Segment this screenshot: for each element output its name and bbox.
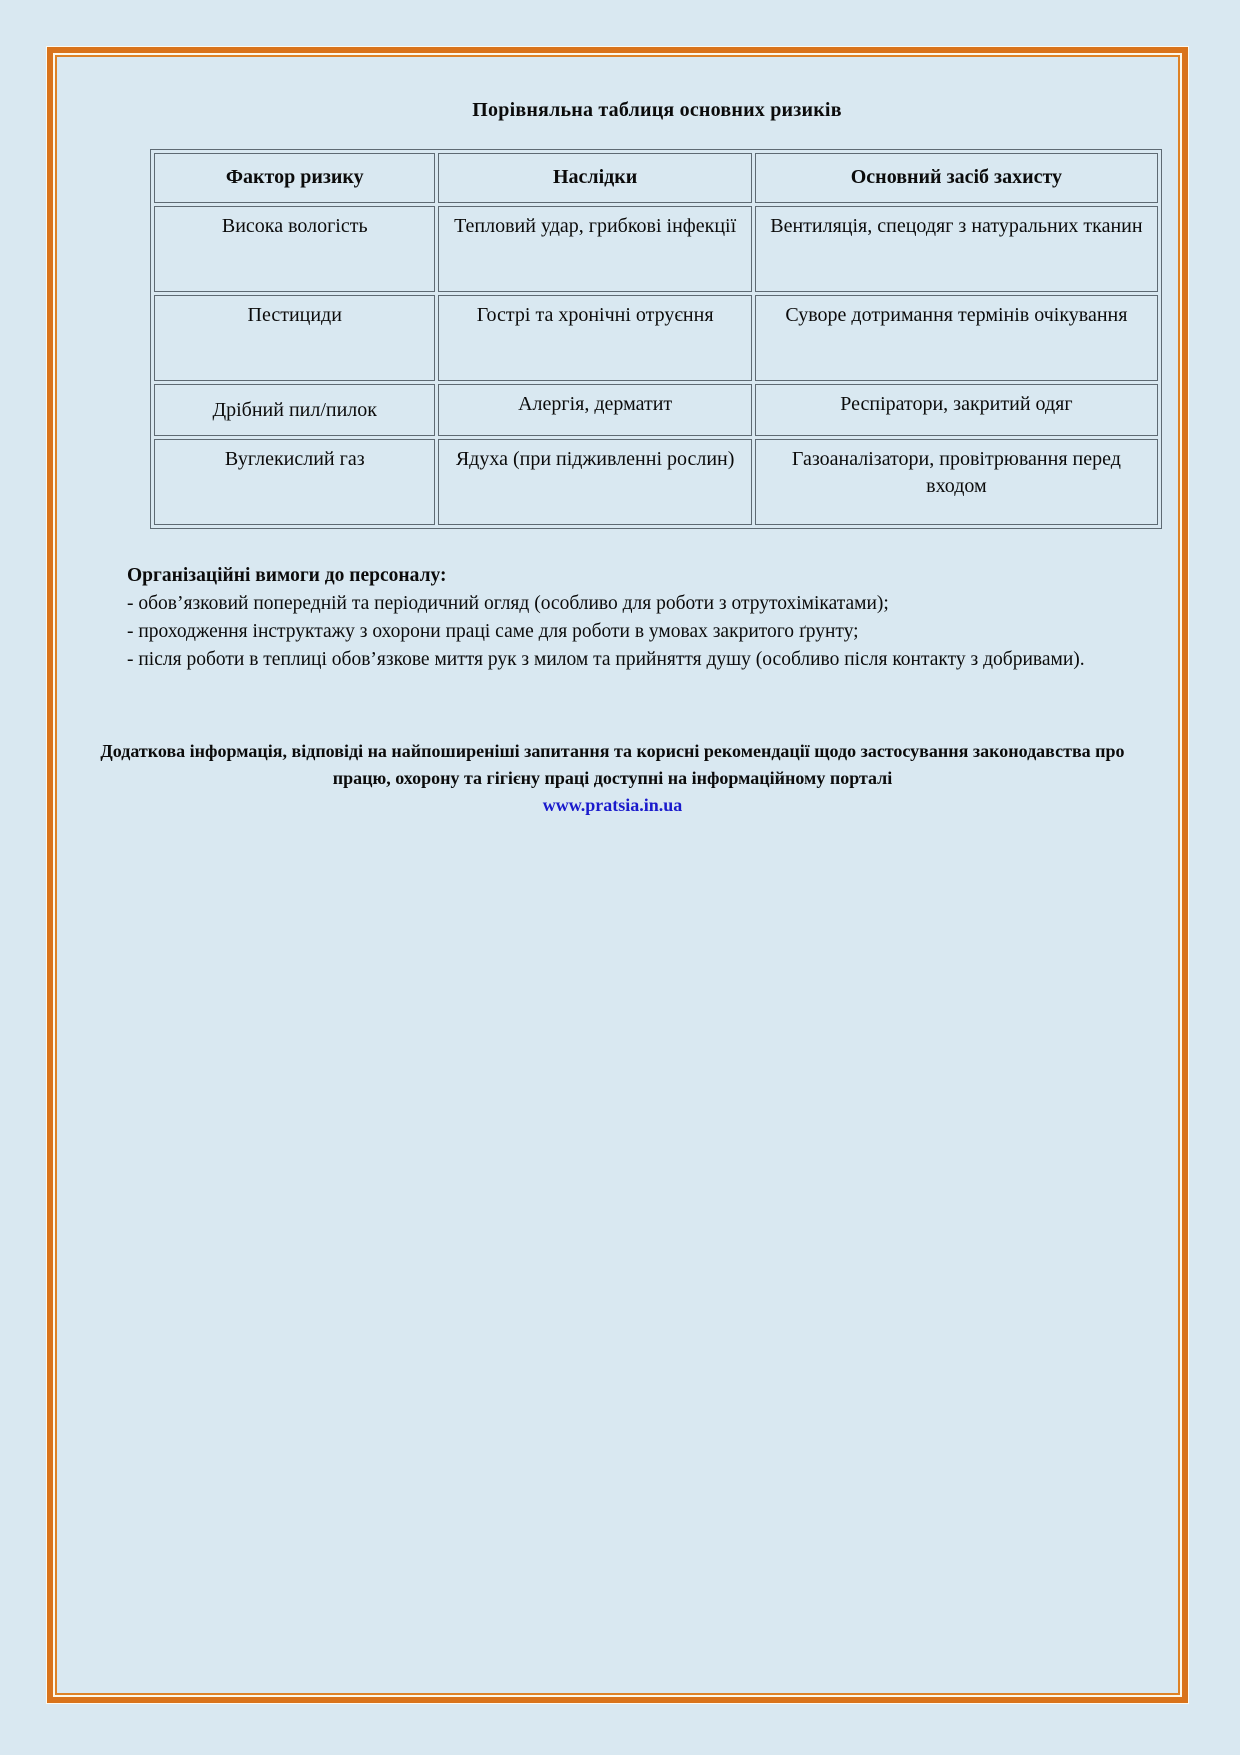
document-content-area: [55, 55, 1180, 1695]
cell-factor: Вуглекислий газ: [154, 439, 435, 525]
table-row: [154, 295, 1158, 381]
additional-info-footer: [77, 738, 1148, 819]
requirement-item: - після роботи в теплиці обов’язкове миття рук з милом та прийняття душу (особливо після контакту з добривами).: [127, 649, 1085, 670]
header-cell-factor: Фактор ризику: [154, 153, 435, 203]
cell-consequence: Алергія, дерматит: [438, 384, 751, 436]
header-cell-consequence: Наслідки: [438, 153, 751, 203]
footer-text: Додаткова інформація, відповіді на найпоширеніші запитання та корисні рекомендації щодо застосування законодавства про працю, охорону та гігієну праці доступні на інформаційному порталі: [100, 741, 1125, 788]
cell-factor: Висока вологість: [154, 206, 435, 292]
cell-consequence: Тепловий удар, грибкові інфекції: [438, 206, 751, 292]
cell-protection: Суворе дотримання термінів очікування: [755, 295, 1158, 381]
table-row: [154, 439, 1158, 525]
decorative-orange-frame: [47, 47, 1188, 1703]
cell-factor: Пестициди: [154, 295, 435, 381]
cell-protection: Респіратори, закритий одяг: [755, 384, 1158, 436]
table-header-row: [154, 153, 1158, 203]
cell-consequence: Гострі та хронічні отруєння: [438, 295, 751, 381]
page-title: Порівняльна таблиця основних ризиків: [472, 99, 842, 121]
table-row: [154, 206, 1158, 292]
cell-protection: Газоаналізатори, провітрювання перед входом: [755, 439, 1158, 525]
requirement-item: - проходження інструктажу з охорони праці саме для роботи в умовах закритого ґрунту;: [127, 621, 859, 642]
portal-link[interactable]: www.pratsia.in.ua: [542, 795, 683, 815]
risk-comparison-table: [150, 149, 1162, 529]
requirements-heading: Організаційні вимоги до персоналу:: [127, 565, 447, 586]
requirement-item: - обов’язковий попередній та періодичний огляд (особливо для роботи з отрутохімікатами);: [127, 593, 889, 614]
header-cell-protection: Основний засіб захисту: [755, 153, 1158, 203]
organizational-requirements-section: [67, 562, 1132, 674]
table-row: [154, 384, 1158, 436]
cell-consequence: Ядуха (при підживленні рослин): [438, 439, 751, 525]
cell-protection: Вентиляція, спецодяг з натуральних тканин: [755, 206, 1158, 292]
cell-factor: Дрібний пил/пилок: [154, 384, 435, 436]
